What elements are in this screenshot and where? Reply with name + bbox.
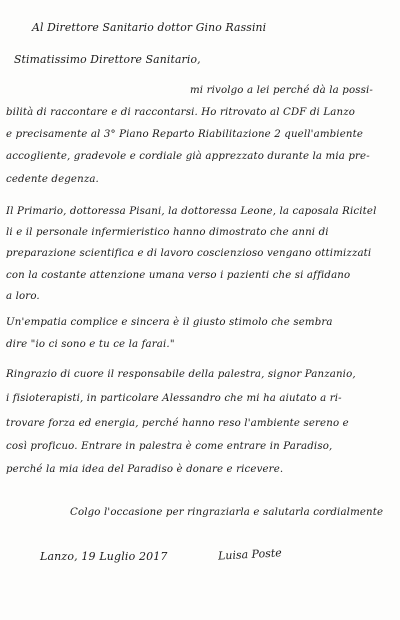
letter-line: perché la mia idea del Paradiso è donare e ricevere. bbox=[6, 464, 284, 475]
letter-line: Il Primario, dottoressa Pisani, la dottoressa Leone, la caposala Ricitel bbox=[6, 206, 377, 217]
letter-line: mi rivolgo a lei perché dà la possi- bbox=[190, 85, 373, 96]
letter-line: così proficuo. Entrare in palestra è come entrare in Paradiso, bbox=[6, 441, 333, 452]
letter-line: trovare forza ed energia, perché hanno reso l'ambiente sereno e bbox=[6, 418, 349, 429]
letter-line: cedente degenza. bbox=[6, 174, 99, 185]
letter-closing: Colgo l'occasione per ringraziarla e salutarla cordialmente bbox=[70, 507, 384, 518]
letter-line: bilità di raccontare e di raccontarsi. Ho ritrovato al CDF di Lanzo bbox=[6, 107, 355, 118]
letter-line: Un'empatia complice e sincera è il giusto stimolo che sembra bbox=[6, 317, 333, 328]
letter-place-date: Lanzo, 19 Luglio 2017 bbox=[40, 550, 168, 563]
letter-line: con la costante attenzione umana verso i pazienti che si affidano bbox=[6, 270, 351, 281]
letter-line: preparazione scientifica e di lavoro coscienzioso vengano ottimizzati bbox=[6, 248, 372, 259]
letter-line: dire "io ci sono e tu ce la farai." bbox=[6, 339, 175, 350]
letter-line: accogliente, gradevole e cordiale già apprezzato durante la mia pre- bbox=[6, 151, 370, 162]
letter-signature: Luisa Poste bbox=[217, 546, 283, 563]
letter-line: e precisamente al 3° Piano Reparto Riabilitazione 2 quell'ambiente bbox=[6, 129, 364, 140]
letter-line: Ringrazio di cuore il responsabile della palestra, signor Panzanio, bbox=[6, 369, 356, 380]
letter-line: i fisioterapisti, in particolare Alessandro che mi ha aiutato a ri- bbox=[6, 393, 342, 404]
letter-salutation: Stimatissimo Direttore Sanitario, bbox=[14, 53, 201, 66]
letter-line: li e il personale infermieristico hanno dimostrato che anni di bbox=[6, 227, 329, 238]
letter-addressee: Al Direttore Sanitario dottor Gino Rassini bbox=[32, 21, 267, 34]
letter-line: a loro. bbox=[6, 291, 40, 302]
